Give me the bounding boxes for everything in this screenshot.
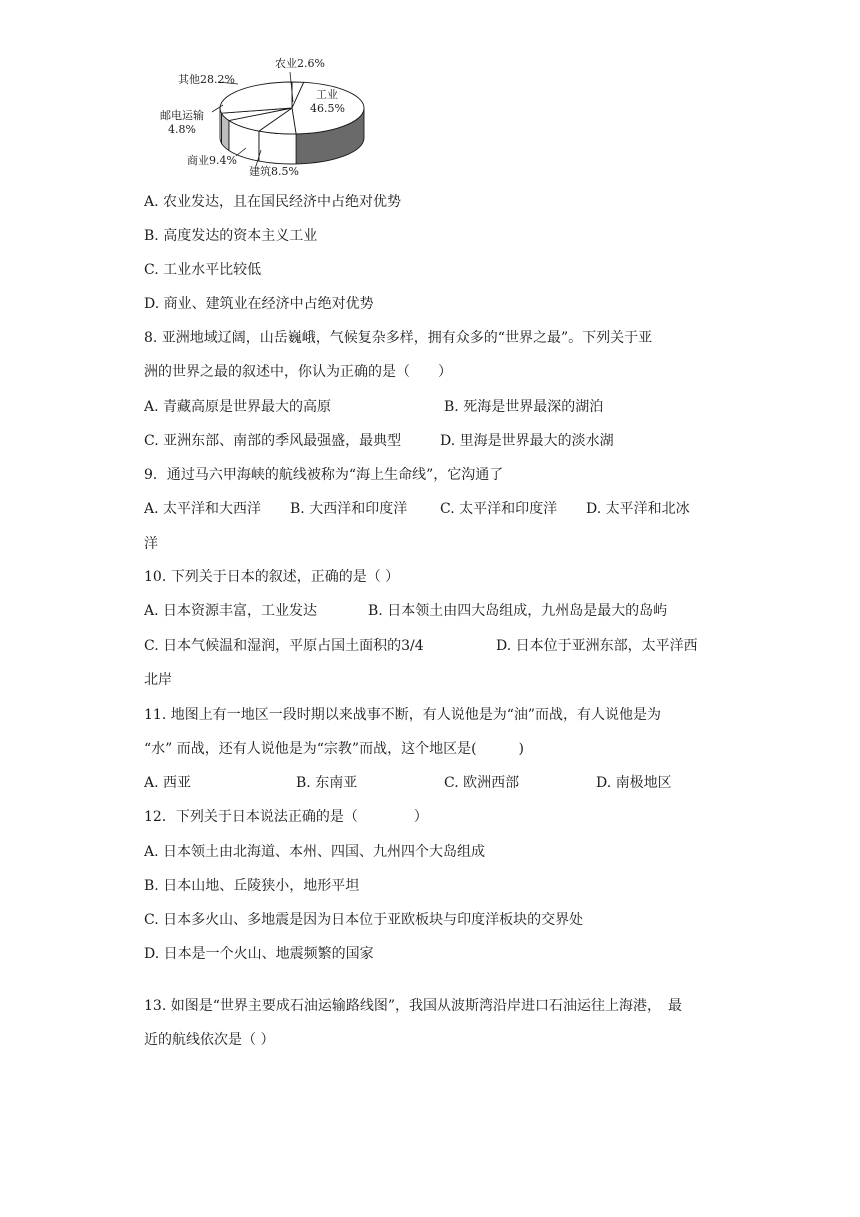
q11-option-d: D. 南极地区 (596, 775, 672, 791)
q7-option-c: C. 工业水平比较低 (144, 262, 262, 278)
q11-option-a: A. 西亚 (144, 775, 192, 791)
q8-stem-line2: 洲的世界之最的叙述中，你认为正确的是（ ） (144, 364, 452, 380)
q9-option-b: B. 大西洋和印度洋 (290, 501, 408, 517)
q9-option-c: C. 太平洋和印度洋 (440, 501, 558, 517)
q7-option-a: A. 农业发达，且在国民经济中占绝对优势 (144, 194, 402, 210)
q11-stem-line1: 11. 地图上有一地区一段时期以来战事不断，有人说他是为“油”而战，有人说他是为 (144, 707, 662, 723)
q9-stem: 9．通过马六甲海峡的航线被称为“海上生命线”，它沟通了 (144, 467, 504, 483)
q11-option-c: C. 欧洲西部 (444, 775, 520, 791)
q7-option-d: D. 商业、建筑业在经济中占绝对优势 (144, 296, 374, 312)
label-agri: 农业2.6% (275, 57, 325, 70)
q9-option-a: A. 太平洋和大西洋 (144, 501, 262, 517)
q8-option-c: C. 亚洲东部、南部的季风最强盛，最典型 (144, 433, 402, 449)
q8-option-d: D. 里海是世界最大的淡水湖 (440, 433, 614, 449)
q12-option-a: A. 日本领土由北海道、本州、四国、九州四个大岛组成 (144, 844, 486, 860)
q12-option-b: B. 日本山地、丘陵狭小，地形平坦 (144, 878, 360, 894)
label-post-name: 邮电运输 (160, 109, 204, 122)
q12-option-c: C. 日本多火山、多地震是因为日本位于亚欧板块与印度洋板块的交界处 (144, 912, 584, 928)
label-other: 其他28.2% (178, 73, 235, 86)
q8-stem-line1: 8. 亚洲地域辽阔，山岳巍峨，气候复杂多样，拥有众多的“世界之最”。下列关于亚 (144, 330, 653, 346)
q12-option-d: D. 日本是一个火山、地震频繁的国家 (144, 946, 374, 962)
label-commerce: 商业9.4% (187, 154, 237, 167)
q7-option-b: B. 高度发达的资本主义工业 (144, 228, 318, 244)
q12-stem: 12．下列关于日本说法正确的是（ ） (144, 809, 428, 825)
q11-stem-line2: “水” 而战，还有人说他是为“宗教”而战，这个地区是( ) (144, 741, 525, 757)
q13-stem-line2: 近的航线依次是（ ） (144, 1032, 275, 1048)
label-industry-value: 46.5% (310, 102, 345, 115)
q9-option-d-continued: 洋 (144, 536, 158, 552)
label-post-value: 4.8% (168, 123, 196, 136)
q10-option-d-continued: 北岸 (144, 672, 172, 688)
q10-stem: 10. 下列关于日本的叙述，正确的是（ ） (144, 569, 400, 585)
q13-stem-line1: 13. 如图是“世界主要成石油运输路线图”，我国从波斯湾沿岸进口石油运往上海港， 最 (144, 998, 683, 1014)
q8-option-a: A. 青藏高原是世界最大的高原 (144, 399, 332, 415)
pie-chart (150, 50, 380, 180)
label-building: 建筑8.5% (249, 165, 299, 178)
pie-slice-其他 (220, 82, 292, 113)
q9-option-d: D. 太平洋和北冰 (586, 501, 690, 517)
q11-option-b: B. 东南亚 (296, 775, 358, 791)
q8-option-b: B. 死海是世界最深的湖泊 (444, 399, 604, 415)
q10-option-a: A. 日本资源丰富，工业发达 (144, 603, 318, 619)
q10-option-b: B. 日本领土由四大岛组成，九州岛是最大的岛屿 (368, 603, 668, 619)
pie-side-建筑 (259, 131, 296, 164)
label-industry-name: 工业 (316, 88, 338, 101)
q10-option-c: C. 日本气候温和湿润，平原占国土面积的3/4 (144, 638, 424, 654)
q10-option-d: D. 日本位于亚洲东部，太平洋西 (496, 638, 698, 654)
